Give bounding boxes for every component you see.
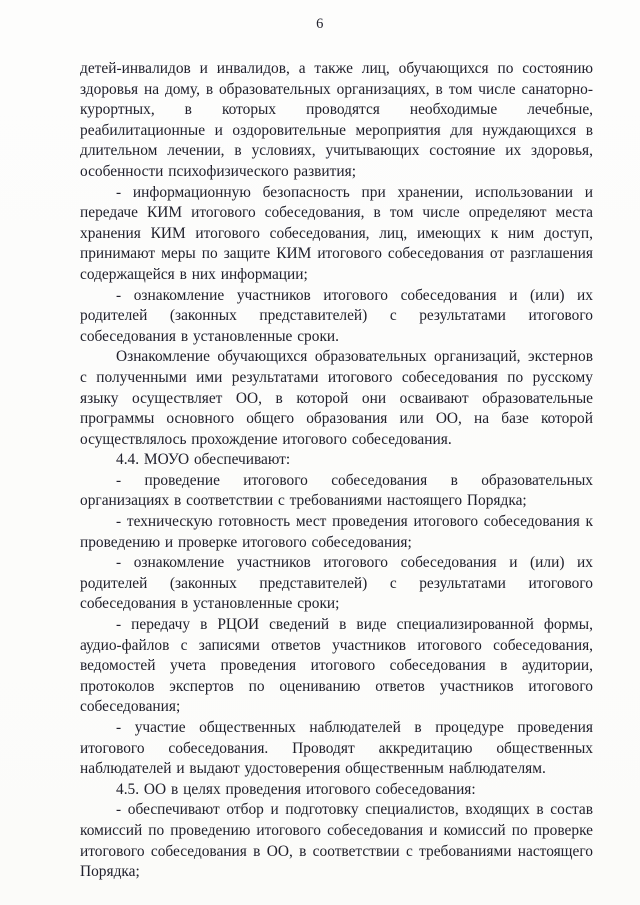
paragraph-section-4-4: 4.4. МОУО обеспечивают: (116, 451, 291, 469)
paragraph-list-item: - информационную безопасность при хранении, использовании и передаче КИМ итогового собеседования, в том числе определяют места хранения КИМ итогового собеседования, лиц, имеющих к ним доступ, принимают меры по защите КИМ итогового собеседования от разглашения содержащейся в них информации; (80, 183, 593, 283)
page-number: 6 (316, 16, 324, 32)
paragraph-list-item: - обеспечивают отбор и подготовку специалистов, входящих в состав комиссий по проведению итогового собеседования и комиссий по проверке итогового собеседования в ОО, в соответствии с требованиями настоящего Порядка; (80, 801, 593, 881)
paragraph-list-item: - проведение итогового собеседования в образовательных организациях в соответствии с требованиями настоящего Порядка; (80, 471, 593, 510)
paragraph-list-item: - техническую готовность мест проведения итогового собеседования к проведению и проверке итогового собеседования; (80, 513, 593, 551)
paragraph-section-4-5: 4.5. ОО в целях проведения итогового собеседования: (116, 780, 476, 798)
paragraph-list-item: - передачу в РЦОИ сведений в виде специализированной формы, аудио-файлов с записями ответов участников итогового собеседования, ведомостей учета проведения итогового собеседования в аудитории, протоколов экспертов по оцениванию ответов участников итогового собеседования; (80, 616, 593, 716)
paragraph-list-item: - ознакомление участников итогового собеседования и (или) их родителей (законных представителей) с результатами итогового собеседования в установленные сроки; (80, 554, 593, 613)
paragraph-body: Ознакомление обучающихся образовательных организаций, экстернов с полученными ими результатами итогового собеседования по русскому языку осуществляет ОО, в которой они осваивают образовательные программы основного общего образования или ОО, на базе которой осуществлялось прохождение итогового собеседования. (80, 348, 593, 448)
paragraph-continuation: детей-инвалидов и инвалидов, а также лиц, обучающихся по состоянию здоровья на дому, в образовательных организациях, в том числе санаторно-курортных, в которых проводятся необходимые лечебные, реабилитационные и оздоровительные мероприятия для нуждающихся в длительном лечении, в условиях, учитывающих состояние их здоровья, особенности психофизического развития; (80, 60, 593, 180)
paragraph-list-item: - участие общественных наблюдателей в процедуре проведения итогового собеседования. Проводят аккредитацию общественных наблюдателей и выдают удостоверения общественным наблюдателям. (80, 719, 593, 778)
text-block (80, 59, 593, 883)
paragraph-list-item: - ознакомление участников итогового собеседования и (или) их родителей (законных представителей) с результатами итогового собеседования в установленные сроки. (80, 286, 593, 345)
